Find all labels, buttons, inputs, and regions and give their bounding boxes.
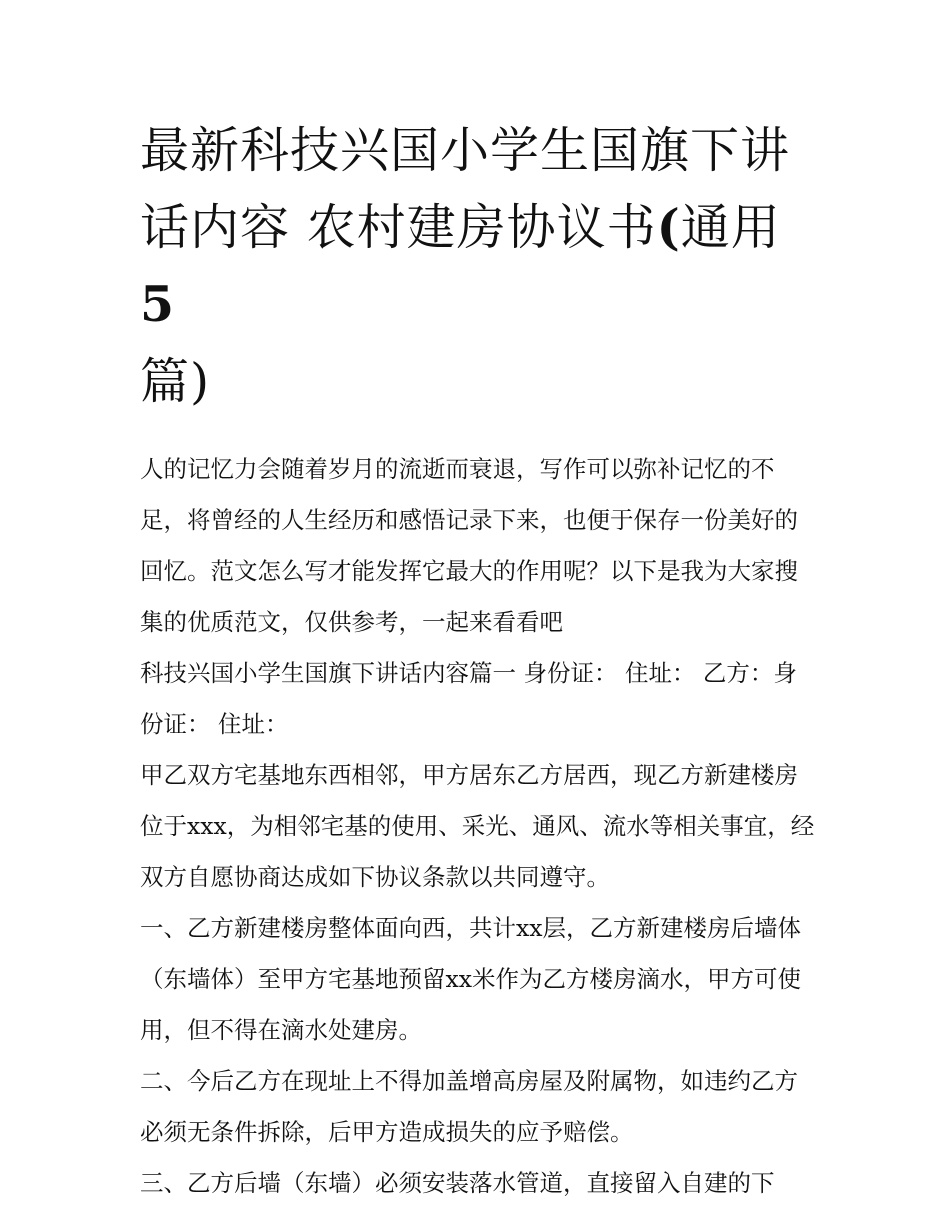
title-text-end: 篇) [140,353,211,410]
document-page [140,112,815,1209]
title-text: 最新科技兴国小学生国旗下讲话内容 农村建房协议书 [140,122,791,256]
paragraph-clause-3: 三、乙方后墙（东墙）必须安装落水管道，直接留入自建的下 [140,1169,775,1197]
paragraph-intro: 人的记忆力会随着岁月的流逝而衰退，写作可以弥补记忆的不足，将曾经的人生经历和感悟记录下来，也便于保存一份美好的回忆。范文怎么写才能发挥它最大的作用呢？以下是我为大家搜集的优质范文，仅供参考，一起来看看吧 [140,455,798,636]
paragraph-clause-1: 一、乙方新建楼房整体面向西，共计xx层，乙方新建楼房后墙体（东墙体）至甲方宅基地预留xx米作为乙方楼房滴水，甲方可使用，但不得在滴水处建房。 [140,914,802,1044]
paragraph-parties: 科技兴国小学生国旗下讲话内容篇一 身份证： 住址： 乙方：身份证： 住址： [140,659,797,738]
document-body [140,444,815,1209]
title-text-general: 通用 [680,199,781,256]
title-number: 5 [140,275,176,333]
document-title [140,112,815,420]
title-paren-open: ( [656,198,681,256]
paragraph-background: 甲乙双方宅基地东西相邻，甲方居东乙方居西，现乙方新建楼房位于xxx，为相邻宅基的使用、采光、通风、流水等相关事宜，经双方自愿协商达成如下协议条款以共同遵守。 [140,761,815,891]
paragraph-clause-2: 二、今后乙方在现址上不得加盖增高房屋及附属物，如违约乙方必须无条件拆除，后甲方造成损失的应予赔偿。 [140,1067,798,1146]
